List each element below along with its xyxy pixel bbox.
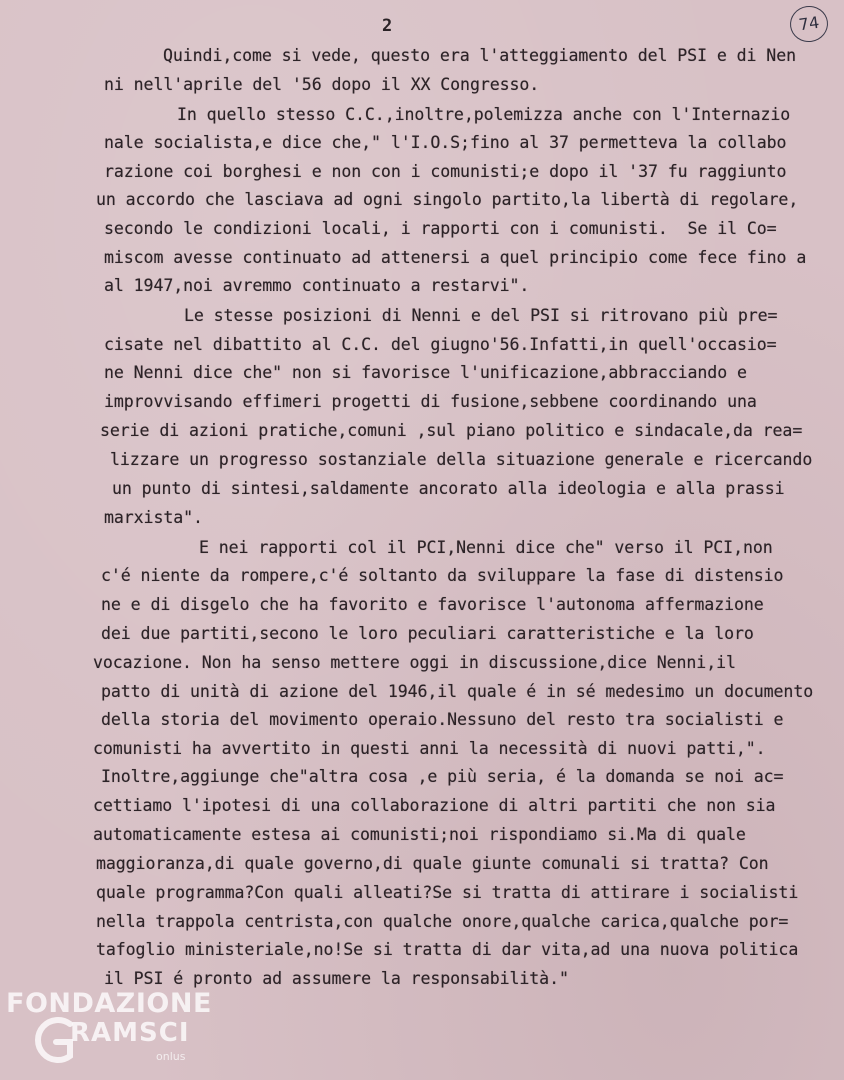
text-line: un punto di sintesi,saldamente ancorato alla ideologia e alla prassi (112, 479, 785, 498)
text-line: dei due partiti,secono le loro peculiari caratteristiche e la loro (101, 624, 754, 643)
archive-number-stamp: 74 (788, 4, 831, 45)
text-line: marxista". (104, 508, 203, 527)
text-line: Le stesse posizioni di Nenni e del PSI si ritrovano più pre= (184, 306, 778, 325)
text-line: nale socialista,e dice che," l'I.O.S;fino al 37 permetteva la collabo (104, 133, 787, 152)
text-line: automaticamente estesa ai comunisti;noi rispondiamo si.Ma di quale (93, 825, 746, 844)
watermark-onlus: onlus (156, 1050, 186, 1063)
text-line: cisate nel dibattito al C.C. del giugno'56.Infatti,in quell'occasio= (104, 335, 777, 354)
text-line: Quindi,come si vede, questo era l'atteggiamento del PSI e di Nen (163, 46, 796, 65)
text-line: comunisti ha avvertito in questi anni la necessità di nuovi patti,". (93, 739, 766, 758)
text-line: patto di unità di azione del 1946,il quale é in sé medesimo un documento (101, 682, 814, 701)
text-line: c'é niente da rompere,c'é soltanto da sviluppare la fase di distensio (101, 566, 784, 585)
text-line: serie di azioni pratiche,comuni ,sul piano politico e sindacale,da rea= (100, 421, 803, 440)
text-line: maggioranza,di quale governo,di quale giunte comunali si tratta? Con (96, 854, 769, 873)
text-line: tafoglio ministeriale,no!Se si tratta di dar vita,ad una nuova politica (96, 940, 799, 959)
text-line: ne e di disgelo che ha favorito e favorisce l'autonoma affermazione (101, 595, 764, 614)
text-line: nella trappola centrista,con qualche onore,qualche carica,qualche por= (96, 912, 789, 931)
text-line: della storia del movimento operaio.Nessuno del resto tra socialisti e (101, 710, 784, 729)
text-line: il PSI é pronto ad assumere la responsabilità." (104, 969, 569, 988)
watermark-title: FONDAZIONE (6, 988, 212, 1019)
text-line: lizzare un progresso sostanziale della situazione generale e ricercando (110, 450, 813, 469)
text-line: vocazione. Non ha senso mettere oggi in discussione,dice Nenni,il (93, 653, 736, 672)
text-line: un accordo che lasciava ad ogni singolo partito,la libertà di regolare, (96, 190, 799, 209)
text-line: Inoltre,aggiunge che"altra cosa ,e più seria, é la domanda se noi ac= (101, 767, 784, 786)
text-line: secondo le condizioni locali, i rapporti con i comunisti. Se il Co= (104, 219, 777, 238)
fondazione-gramsci-watermark (6, 988, 236, 1078)
text-line: miscom avesse continuato ad attenersi a quel principio come fece fino a (104, 248, 807, 267)
text-line: E nei rapporti col il PCI,Nenni dice che" verso il PCI,non (199, 538, 773, 557)
text-line: ne Nenni dice che" non si favorisce l'unificazione,abbracciando e (104, 363, 747, 382)
page-number: 2 (382, 16, 393, 36)
text-line: quale programma?Con quali alleati?Se si tratta di attirare i socialisti (96, 883, 799, 902)
text-line: razione coi borghesi e non con i comunisti;e dopo il '37 fu raggiunto (104, 162, 787, 181)
text-line: In quello stesso C.C.,inoltre,polemizza anche con l'Internazio (177, 105, 791, 124)
watermark-subtitle: RAMSCI (70, 1018, 190, 1048)
text-line: improvvisando effimeri progetti di fusione,sebbene coordinando una (104, 392, 757, 411)
text-line: cettiamo l'ipotesi di una collaborazione di altri partiti che non sia (93, 796, 776, 815)
text-line: ni nell'aprile del '56 dopo il XX Congresso. (104, 75, 540, 94)
text-line: al 1947,noi avremmo continuato a restarvi". (104, 276, 530, 295)
